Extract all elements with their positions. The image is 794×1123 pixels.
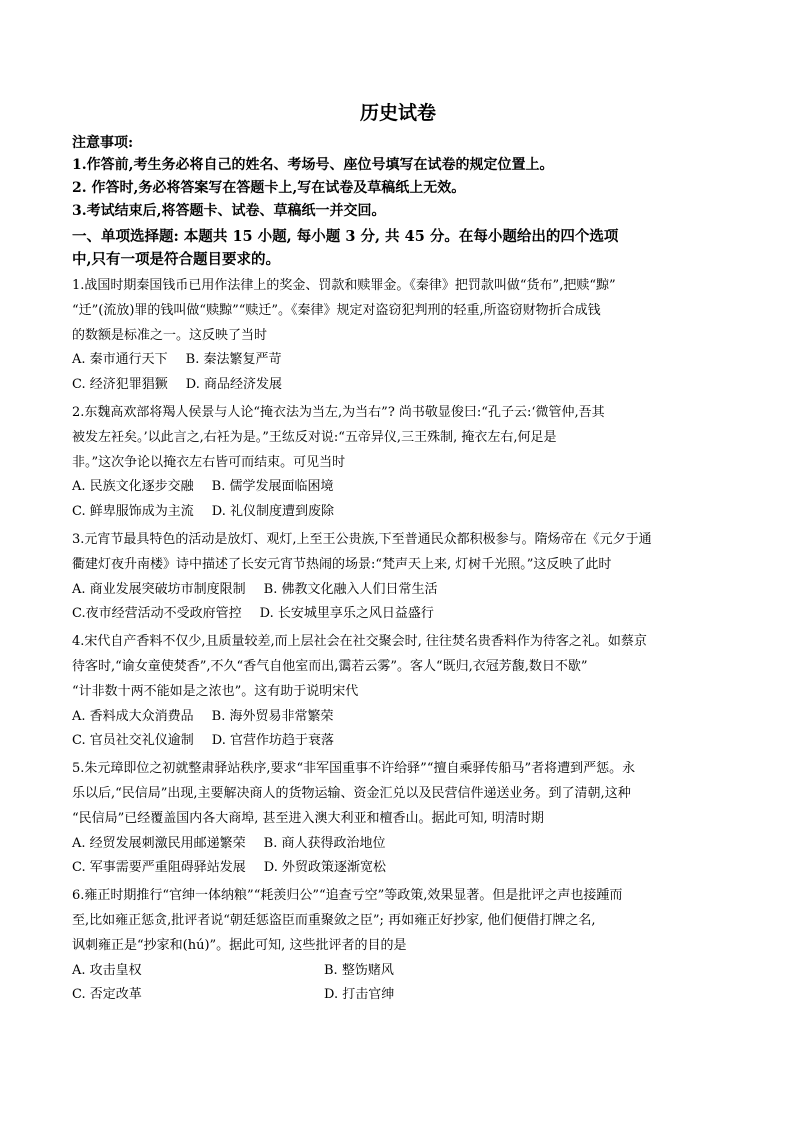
option-row	[72, 983, 724, 1008]
answer-option: A. 秦市通行天下	[72, 352, 168, 368]
option-row	[72, 832, 724, 857]
question-3	[72, 528, 724, 627]
option-row	[72, 373, 724, 398]
answer-option: B. 海外贸易非常繁荣	[211, 708, 334, 724]
answer-option: C. 官员社交礼仪逾制	[72, 733, 194, 749]
answer-option: B. 儒学发展面临困境	[211, 479, 334, 495]
question-stem-line: 1.战国时期秦国钱币已用作法律上的奖金、罚款和赎罪金。《秦律》把罚款叫做“货布”,把赎“黥”	[72, 278, 616, 293]
question-stem-line: 3.元宵节最具特色的活动是放灯、观灯,上至王公贵族,下至普通民众都积极参与。隋炀帝在《元夕于通	[72, 531, 652, 547]
question-list	[72, 274, 724, 1008]
answer-option: B. 整饬赌风	[324, 962, 394, 978]
question-2	[72, 401, 724, 525]
answer-option: C. 鲜卑服饰成为主流	[72, 504, 194, 520]
question-stem-line: 5.朱元璋即位之初就整肃驿站秩序,要求“非军国重事不许给驿”“擅自乘驿传船马”者将遭到严惩。永	[72, 761, 636, 777]
answer-option: A. 商业发展突破坊市制度限制	[72, 581, 246, 597]
answer-option: C. 经济犯罪猖獗	[72, 377, 168, 393]
question-stem-line: 非。”这次争论以掩衣左右皆可而结束。可见当时	[72, 454, 346, 470]
option-row	[72, 602, 724, 627]
option-row	[72, 856, 724, 881]
question-stem-line: 乐以后,“民信局”出现,主要解决商人的货物运输、资金汇兑以及民营信件递送业务。到了清朝,这种	[72, 785, 631, 801]
option-row	[72, 705, 724, 730]
section-heading-line: 中,只有一项是符合题目要求的。	[72, 251, 281, 268]
notice-item: 3.考试结束后,将答题卡、试卷、草稿纸一并交回。	[72, 203, 386, 219]
answer-option: D. 长安城里享乐之风日益盛行	[259, 606, 434, 622]
answer-option: A. 经贸发展刺激民用邮递繁荣	[72, 835, 246, 851]
page-title: 历史试卷	[359, 102, 436, 124]
question-stem-line: 讽刺雍正是“抄家和(hú)”。据此可知, 这些批评者的目的是	[72, 937, 407, 953]
question-stem-line: 待客时,“谕女童使焚香”,不久“香气自他室而出,霭若云雾”。客人“既归,衣冠芳馥,数日不歇”	[72, 658, 588, 674]
question-stem-line: 至,比如雍正惩贪,批评者说“朝廷惩盗臣而重聚敛之臣”; 再如雍正好抄家, 他们便借打牌之名,	[72, 912, 596, 928]
notice-heading: 注意事项:	[72, 135, 134, 151]
notice-block	[72, 132, 724, 223]
answer-option: A. 香料成大众消费品	[72, 708, 194, 724]
question-stem-line: 4.宋代自产香料不仅少,且质量较差,而上层社会在社交聚会时, 往往焚名贵香料作为待客之礼。如蔡京	[72, 634, 647, 650]
answer-option: D. 外贸政策逐渐宽松	[263, 860, 386, 876]
answer-option: A. 民族文化逐步交融	[72, 479, 194, 495]
option-row	[72, 348, 724, 373]
question-stem-line: 被发左衽矣。’以此言之,右衽为是。”王纮反对说:“五帝异仪,三王殊制, 掩衣左右,何足是	[72, 429, 557, 445]
answer-option: D. 官营作坊趋于衰落	[211, 733, 334, 749]
question-stem-line: “迁”(流放)罪的钱叫做“赎黥”“赎迁”。《秦律》规定对盗窃犯判刑的轻重,所盗窃财物折合成钱	[72, 302, 601, 318]
question-stem-line: 2.东魏高欢部将羯人侯景与人论“掩衣法为当左,为当右”? 尚书敬显俊曰:“孔子云:‘微管仲,吾其	[72, 404, 605, 420]
question-1	[72, 274, 724, 398]
answer-option: C. 否定改革	[72, 987, 142, 1003]
answer-option: D. 打击官绅	[324, 987, 395, 1003]
question-4	[72, 630, 724, 754]
question-stem-line: 6.雍正时期推行“官绅一体纳粮”“耗羡归公”“追查亏空”等政策,效果显著。但是批评之声也接踵而	[72, 888, 623, 904]
question-stem-line: “计非数十两不能如是之浓也”。这有助于说明宋代	[72, 683, 359, 699]
section-heading-line: 一、单项选择题: 本题共 15 小题, 每小题 3 分, 共 45 分。在每小题给出的四个选项	[72, 228, 619, 245]
question-6	[72, 884, 724, 1008]
answer-option: B. 商人获得政治地位	[263, 835, 386, 851]
question-stem-line: 衢建灯夜升南楼》诗中描述了长安元宵节热闹的场景:“梵声天上来, 灯树千光照。”这反映了此时	[72, 556, 612, 572]
notice-item: 1.作答前,考生务必将自己的姓名、考场号、座位号填写在试卷的规定位置上。	[72, 157, 554, 173]
option-row	[72, 959, 724, 984]
option-row	[72, 729, 724, 754]
option-row	[72, 578, 724, 603]
answer-option: B. 佛教文化融入人们日常生活	[263, 581, 438, 597]
option-row	[72, 500, 724, 525]
question-stem-line: 的数额是标准之一。这反映了当时	[72, 327, 268, 343]
question-5	[72, 757, 724, 881]
question-stem-line: “民信局”已经覆盖国内各大商埠, 甚至进入澳大利亚和檀香山。据此可知, 明清时期	[72, 810, 544, 826]
answer-option: A. 攻击皇权	[72, 962, 142, 978]
exam-page	[72, 100, 724, 1008]
answer-option: B. 秦法繁复严苛	[185, 352, 282, 368]
answer-option: D. 礼仪制度遭到废除	[211, 504, 334, 520]
answer-option: C.夜市经营活动不受政府管控	[72, 606, 242, 622]
answer-option: D. 商品经济发展	[185, 377, 282, 393]
answer-option: C. 军事需要严重阻碍驿站发展	[72, 860, 246, 876]
option-row	[72, 475, 724, 500]
section-heading	[72, 225, 724, 271]
notice-item: 2. 作答时,务必将答案写在答题卡上,写在试卷及草稿纸上无效。	[72, 180, 466, 196]
